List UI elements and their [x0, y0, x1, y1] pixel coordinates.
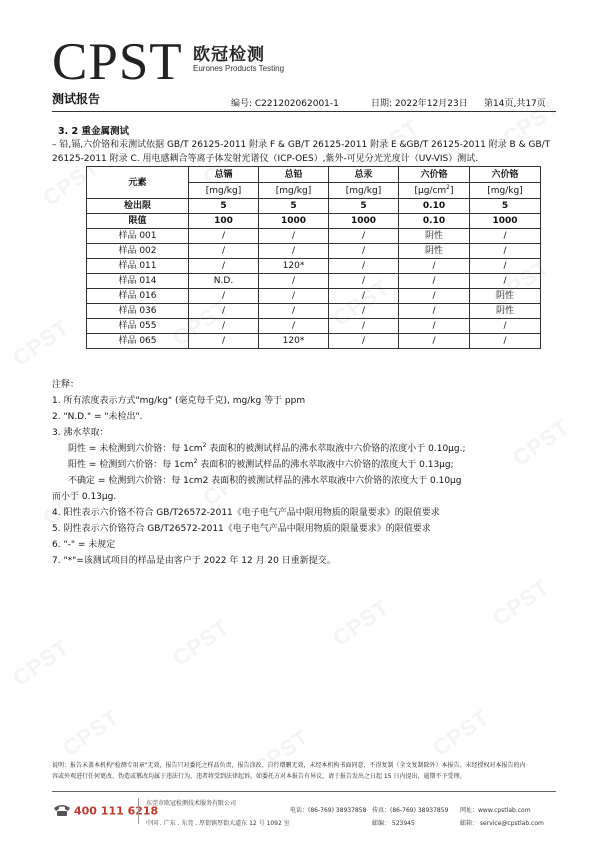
table-cell: /	[329, 304, 399, 319]
report-number: 编号: C221202062001-1	[231, 99, 339, 109]
table-cell: 检出限	[87, 199, 189, 214]
table-cell: /	[470, 334, 541, 349]
unit-cell: [mg/kg]	[329, 183, 399, 199]
table-cell: /	[189, 304, 259, 319]
header-cell: 六价铬	[470, 167, 541, 183]
table-cell: 5	[259, 199, 329, 214]
footer-statement-line: 说明：报告未盖本机构"检测专用章"无效，报告只对委托之样品负责，报告涂改、自行增删无效，未经本机构书面同意，不得复制（全文复制除外）本报告。未经授权对本报告的内	[52, 762, 526, 769]
section-intro: – 铅,镉,六价铬和汞测试依据 GB/T 26125-2011 附录 F & GB/T 26125-2011 附录 E &GB/T 26125-2011 附录 B & GB/T 26125-2011 附录 C. 用电感耦合等离子体发射光谱仪（ICP-OES）,紫外-可见分光光度计（UV-VIS）测试.	[52, 140, 551, 164]
hotline-number: 400 111 6218	[74, 804, 159, 818]
table-cell: N.D.	[189, 274, 259, 289]
footer-email: 邮箱： service@cpstlab.com	[460, 820, 544, 827]
footer-fax: 传真：(86-769) 38937859	[372, 807, 449, 814]
table-cell: /	[329, 334, 399, 349]
table-cell: 阴性	[470, 289, 541, 304]
note-subitem: 阳性 = 检测到六价铬：每 $1cm^2$ 表面积的被测试样品的沸水萃取液中六价铬的浓度大于 0.13μg;	[68, 458, 454, 470]
header-cell: 总铅	[259, 167, 329, 183]
note-item: 4. 阳性表示六价铬不符合 GB/T26572-2011《电子电气产品中限用物质的限量要求》的限值要求	[52, 508, 440, 518]
table-cell: /	[470, 229, 541, 244]
table-header-row	[87, 167, 541, 183]
table-cell: 样品 001	[87, 229, 189, 244]
section-title: 3. 2 重金属测试	[58, 126, 129, 137]
table-cell: 5	[470, 199, 541, 214]
notes-section	[52, 377, 562, 569]
table-cell: 120*	[259, 259, 329, 274]
table-row	[87, 289, 541, 304]
table-cell: /	[470, 259, 541, 274]
company-name: 东莞市欧冠检测技术服务有限公司	[146, 800, 237, 807]
table-cell: /	[259, 319, 329, 334]
table-cell: 阴性	[399, 229, 470, 244]
report-title: 测试报告	[52, 92, 101, 106]
table-cell: /	[329, 319, 399, 334]
table-row	[87, 244, 541, 259]
table-row	[87, 334, 541, 349]
detect-limit-row	[87, 199, 541, 214]
table-cell: 样品 002	[87, 244, 189, 259]
page-number: 第14页,共17页	[484, 99, 546, 109]
table-row	[87, 319, 541, 334]
note-item: 3. 沸水萃取：	[52, 428, 109, 438]
note-subitem-continued: 而小于 0.13μg.	[52, 492, 117, 502]
note-item: 7. "*"=该测试项目的样品是由客户于 2022 年 12 月 20 日重新提交。	[52, 556, 336, 566]
results-table	[86, 166, 541, 349]
table-cell: 120*	[259, 334, 329, 349]
logo-text: CPST	[52, 33, 183, 91]
note-item: 5. 阴性表示六价铬符合 GB/T26572-2011《电子电气产品中限用物质的限量要求》的限值要求	[52, 524, 431, 534]
table-cell: /	[329, 259, 399, 274]
table-cell: /	[259, 229, 329, 244]
table-cell: /	[399, 304, 470, 319]
table-cell: 样品 016	[87, 289, 189, 304]
table-cell: /	[189, 319, 259, 334]
header-divider	[52, 111, 556, 112]
table-cell: /	[259, 274, 329, 289]
table-cell: /	[399, 274, 470, 289]
header-cell: 总镉	[189, 167, 259, 183]
notes-title: 注释：	[52, 380, 80, 390]
table-cell: 样品 011	[87, 259, 189, 274]
table-cell: 限值	[87, 214, 189, 229]
table-row	[87, 274, 541, 289]
table-cell: 样品 014	[87, 274, 189, 289]
table-cell: 100	[189, 214, 259, 229]
table-cell: 阴性	[399, 244, 470, 259]
table-cell: 阴性	[470, 304, 541, 319]
table-cell: /	[399, 289, 470, 304]
table-cell: /	[399, 334, 470, 349]
table-cell: 0.10	[399, 214, 470, 229]
table-cell: 样品 036	[87, 304, 189, 319]
header-cell: 六价铬	[399, 167, 470, 183]
table-cell: /	[399, 259, 470, 274]
table-cell: 5	[329, 199, 399, 214]
table-cell: /	[470, 274, 541, 289]
report-date: 日期: 2022年12月23日	[371, 99, 468, 109]
table-cell: /	[189, 289, 259, 304]
limit-row	[87, 214, 541, 229]
table-cell: 1000	[470, 214, 541, 229]
footer-divider	[52, 791, 556, 792]
header-cell: 元素	[87, 167, 189, 199]
footer-postcode: 邮编： 523945	[372, 820, 415, 827]
note-item: 1. 所有浓度表示方式"mg/kg" (毫克每千克), mg/kg 等于 ppm	[52, 396, 306, 406]
table-cell: 样品 065	[87, 334, 189, 349]
unit-cell: [mg/kg]	[189, 183, 259, 199]
logo-english-name: Eurones Products Testing	[193, 64, 285, 73]
table-cell: /	[259, 304, 329, 319]
table-row	[87, 229, 541, 244]
unit-cell: [mg/kg]	[259, 183, 329, 199]
table-cell: /	[189, 334, 259, 349]
hotline	[52, 803, 158, 820]
footer-website: 网址：www.cpstlab.com	[460, 807, 531, 814]
table-cell: /	[259, 244, 329, 259]
table-cell: /	[329, 289, 399, 304]
table-cell: /	[329, 244, 399, 259]
phone-icon	[52, 803, 74, 820]
footer-address: 中国 . 广东 . 东莞 . 厚街镇厚街大道东 12 号 1092 室	[146, 820, 290, 827]
table-row	[87, 259, 541, 274]
table-cell: /	[329, 274, 399, 289]
footer-separator	[138, 798, 139, 824]
footer-statement-line: 容或外观进行任何更改、伪造或篡改均属于违法行为，违者将受到法律起诉。如委托方对本报告有异议，请于报告发出之日起 15 日内提出，逾期不予受理。	[52, 773, 466, 780]
table-cell: 5	[189, 199, 259, 214]
table-cell: /	[399, 319, 470, 334]
table-cell: /	[470, 244, 541, 259]
table-cell: /	[329, 229, 399, 244]
header-cell: 总汞	[329, 167, 399, 183]
logo-chinese-name: 欧冠检测	[193, 45, 265, 65]
note-item: 2. "N.D." = "未检出".	[52, 412, 143, 422]
table-cell: /	[470, 319, 541, 334]
table-cell: 样品 055	[87, 319, 189, 334]
table-cell: 0.10	[399, 199, 470, 214]
footer-tel: 电话：(86-769) 38937858	[290, 807, 367, 814]
unit-cell: [mg/kg]	[470, 183, 541, 199]
table-cell: /	[189, 259, 259, 274]
note-item: 6. "-" = 未规定	[52, 540, 116, 550]
unit-cell: $[\mu g/cm^2]$	[399, 183, 470, 199]
note-subitem: 阴性 = 未检测到六价铬：每 $1cm^2$ 表面积的被测试样品的沸水萃取液中六价铬的浓度小于 0.10μg.;	[68, 442, 466, 454]
table-cell: 1000	[329, 214, 399, 229]
table-cell: /	[189, 244, 259, 259]
table-cell: /	[189, 229, 259, 244]
note-subitem: 不确定 = 检测到六价铬：每 1cm2 表面积的被测试样品的沸水萃取液中六价铬的浓度大于 0.10μg	[68, 476, 462, 486]
footer-statement	[52, 760, 562, 782]
table-row	[87, 304, 541, 319]
table-cell: 1000	[259, 214, 329, 229]
table-cell: /	[259, 289, 329, 304]
